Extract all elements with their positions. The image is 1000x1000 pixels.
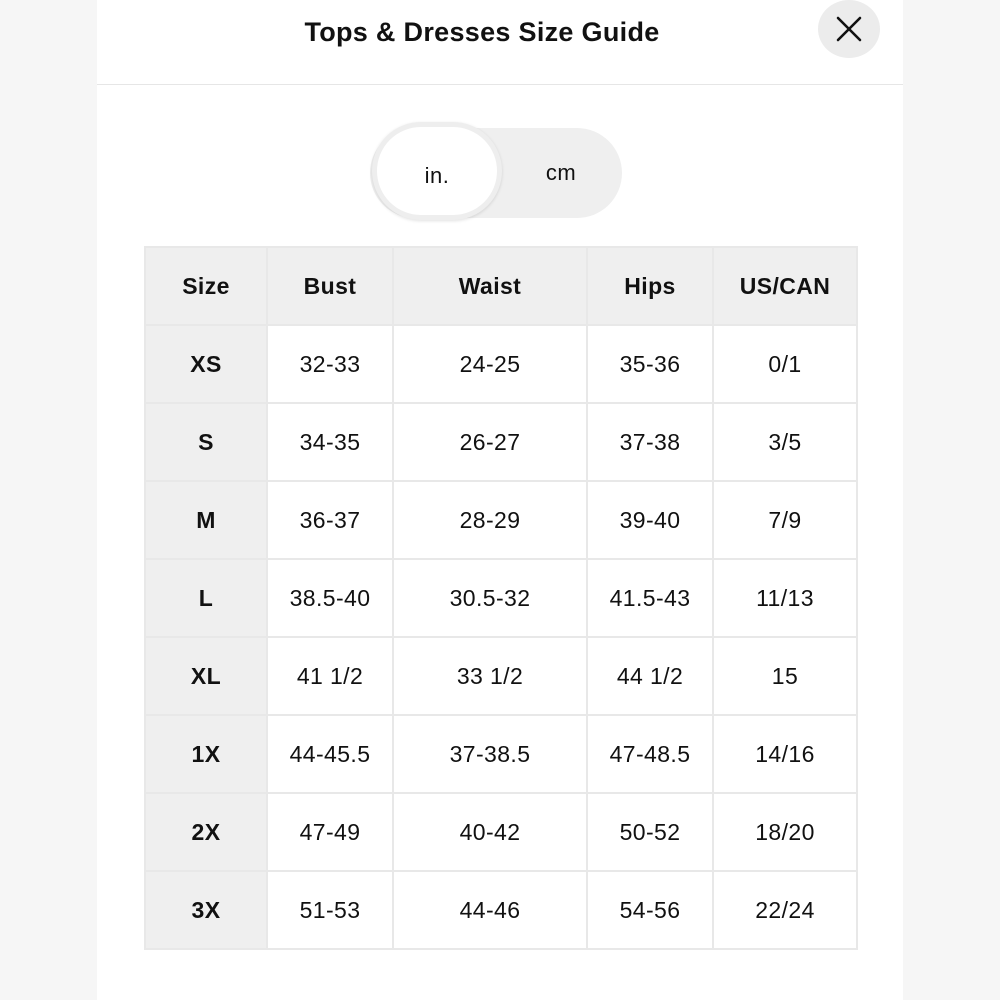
table-row — [145, 559, 857, 637]
us-can-cell: 0/1 — [713, 325, 857, 403]
header-bust: Bust — [267, 247, 393, 325]
table-row — [145, 715, 857, 793]
header-us-can: US/CAN — [713, 247, 857, 325]
header-hips: Hips — [587, 247, 713, 325]
modal-title: Tops & Dresses Size Guide — [304, 17, 660, 47]
table-row — [145, 481, 857, 559]
hips-cell: 50-52 — [587, 793, 713, 871]
unit-toggle — [370, 128, 622, 218]
us-can-cell: 3/5 — [713, 403, 857, 481]
modal-header — [97, 0, 903, 85]
table-row — [145, 871, 857, 949]
waist-cell: 28-29 — [393, 481, 587, 559]
close-button[interactable] — [818, 0, 880, 58]
bust-cell: 38.5-40 — [267, 559, 393, 637]
hips-cell: 41.5-43 — [587, 559, 713, 637]
unit-option-cm[interactable]: cm — [545, 160, 577, 185]
hips-cell: 47-48.5 — [587, 715, 713, 793]
bust-cell: 44-45.5 — [267, 715, 393, 793]
us-can-cell: 14/16 — [713, 715, 857, 793]
us-can-cell: 7/9 — [713, 481, 857, 559]
size-cell: S — [145, 403, 267, 481]
table-row — [145, 325, 857, 403]
hips-cell: 44 1/2 — [587, 637, 713, 715]
size-cell: L — [145, 559, 267, 637]
table-row — [145, 403, 857, 481]
bust-cell: 47-49 — [267, 793, 393, 871]
size-cell: 2X — [145, 793, 267, 871]
hips-cell: 54-56 — [587, 871, 713, 949]
waist-cell: 37-38.5 — [393, 715, 587, 793]
header-waist: Waist — [393, 247, 587, 325]
size-cell: 3X — [145, 871, 267, 949]
waist-cell: 33 1/2 — [393, 637, 587, 715]
bust-cell: 34-35 — [267, 403, 393, 481]
waist-cell: 30.5-32 — [393, 559, 587, 637]
hips-cell: 37-38 — [587, 403, 713, 481]
us-can-cell: 11/13 — [713, 559, 857, 637]
hips-cell: 35-36 — [587, 325, 713, 403]
us-can-cell: 22/24 — [713, 871, 857, 949]
waist-cell: 40-42 — [393, 793, 587, 871]
close-icon — [836, 16, 862, 42]
size-cell: XL — [145, 637, 267, 715]
waist-cell: 44-46 — [393, 871, 587, 949]
size-cell: 1X — [145, 715, 267, 793]
size-cell: XS — [145, 325, 267, 403]
bust-cell: 32-33 — [267, 325, 393, 403]
bust-cell: 41 1/2 — [267, 637, 393, 715]
table-row — [145, 637, 857, 715]
bust-cell: 36-37 — [267, 481, 393, 559]
size-guide-modal — [97, 0, 903, 1000]
us-can-cell: 15 — [713, 637, 857, 715]
waist-cell: 24-25 — [393, 325, 587, 403]
us-can-cell: 18/20 — [713, 793, 857, 871]
size-table — [144, 246, 858, 950]
table-header-row — [145, 247, 857, 325]
bust-cell: 51-53 — [267, 871, 393, 949]
header-size: Size — [145, 247, 267, 325]
table-row — [145, 793, 857, 871]
waist-cell: 26-27 — [393, 403, 587, 481]
hips-cell: 39-40 — [587, 481, 713, 559]
unit-option-inches[interactable]: in. — [372, 122, 502, 220]
size-cell: M — [145, 481, 267, 559]
